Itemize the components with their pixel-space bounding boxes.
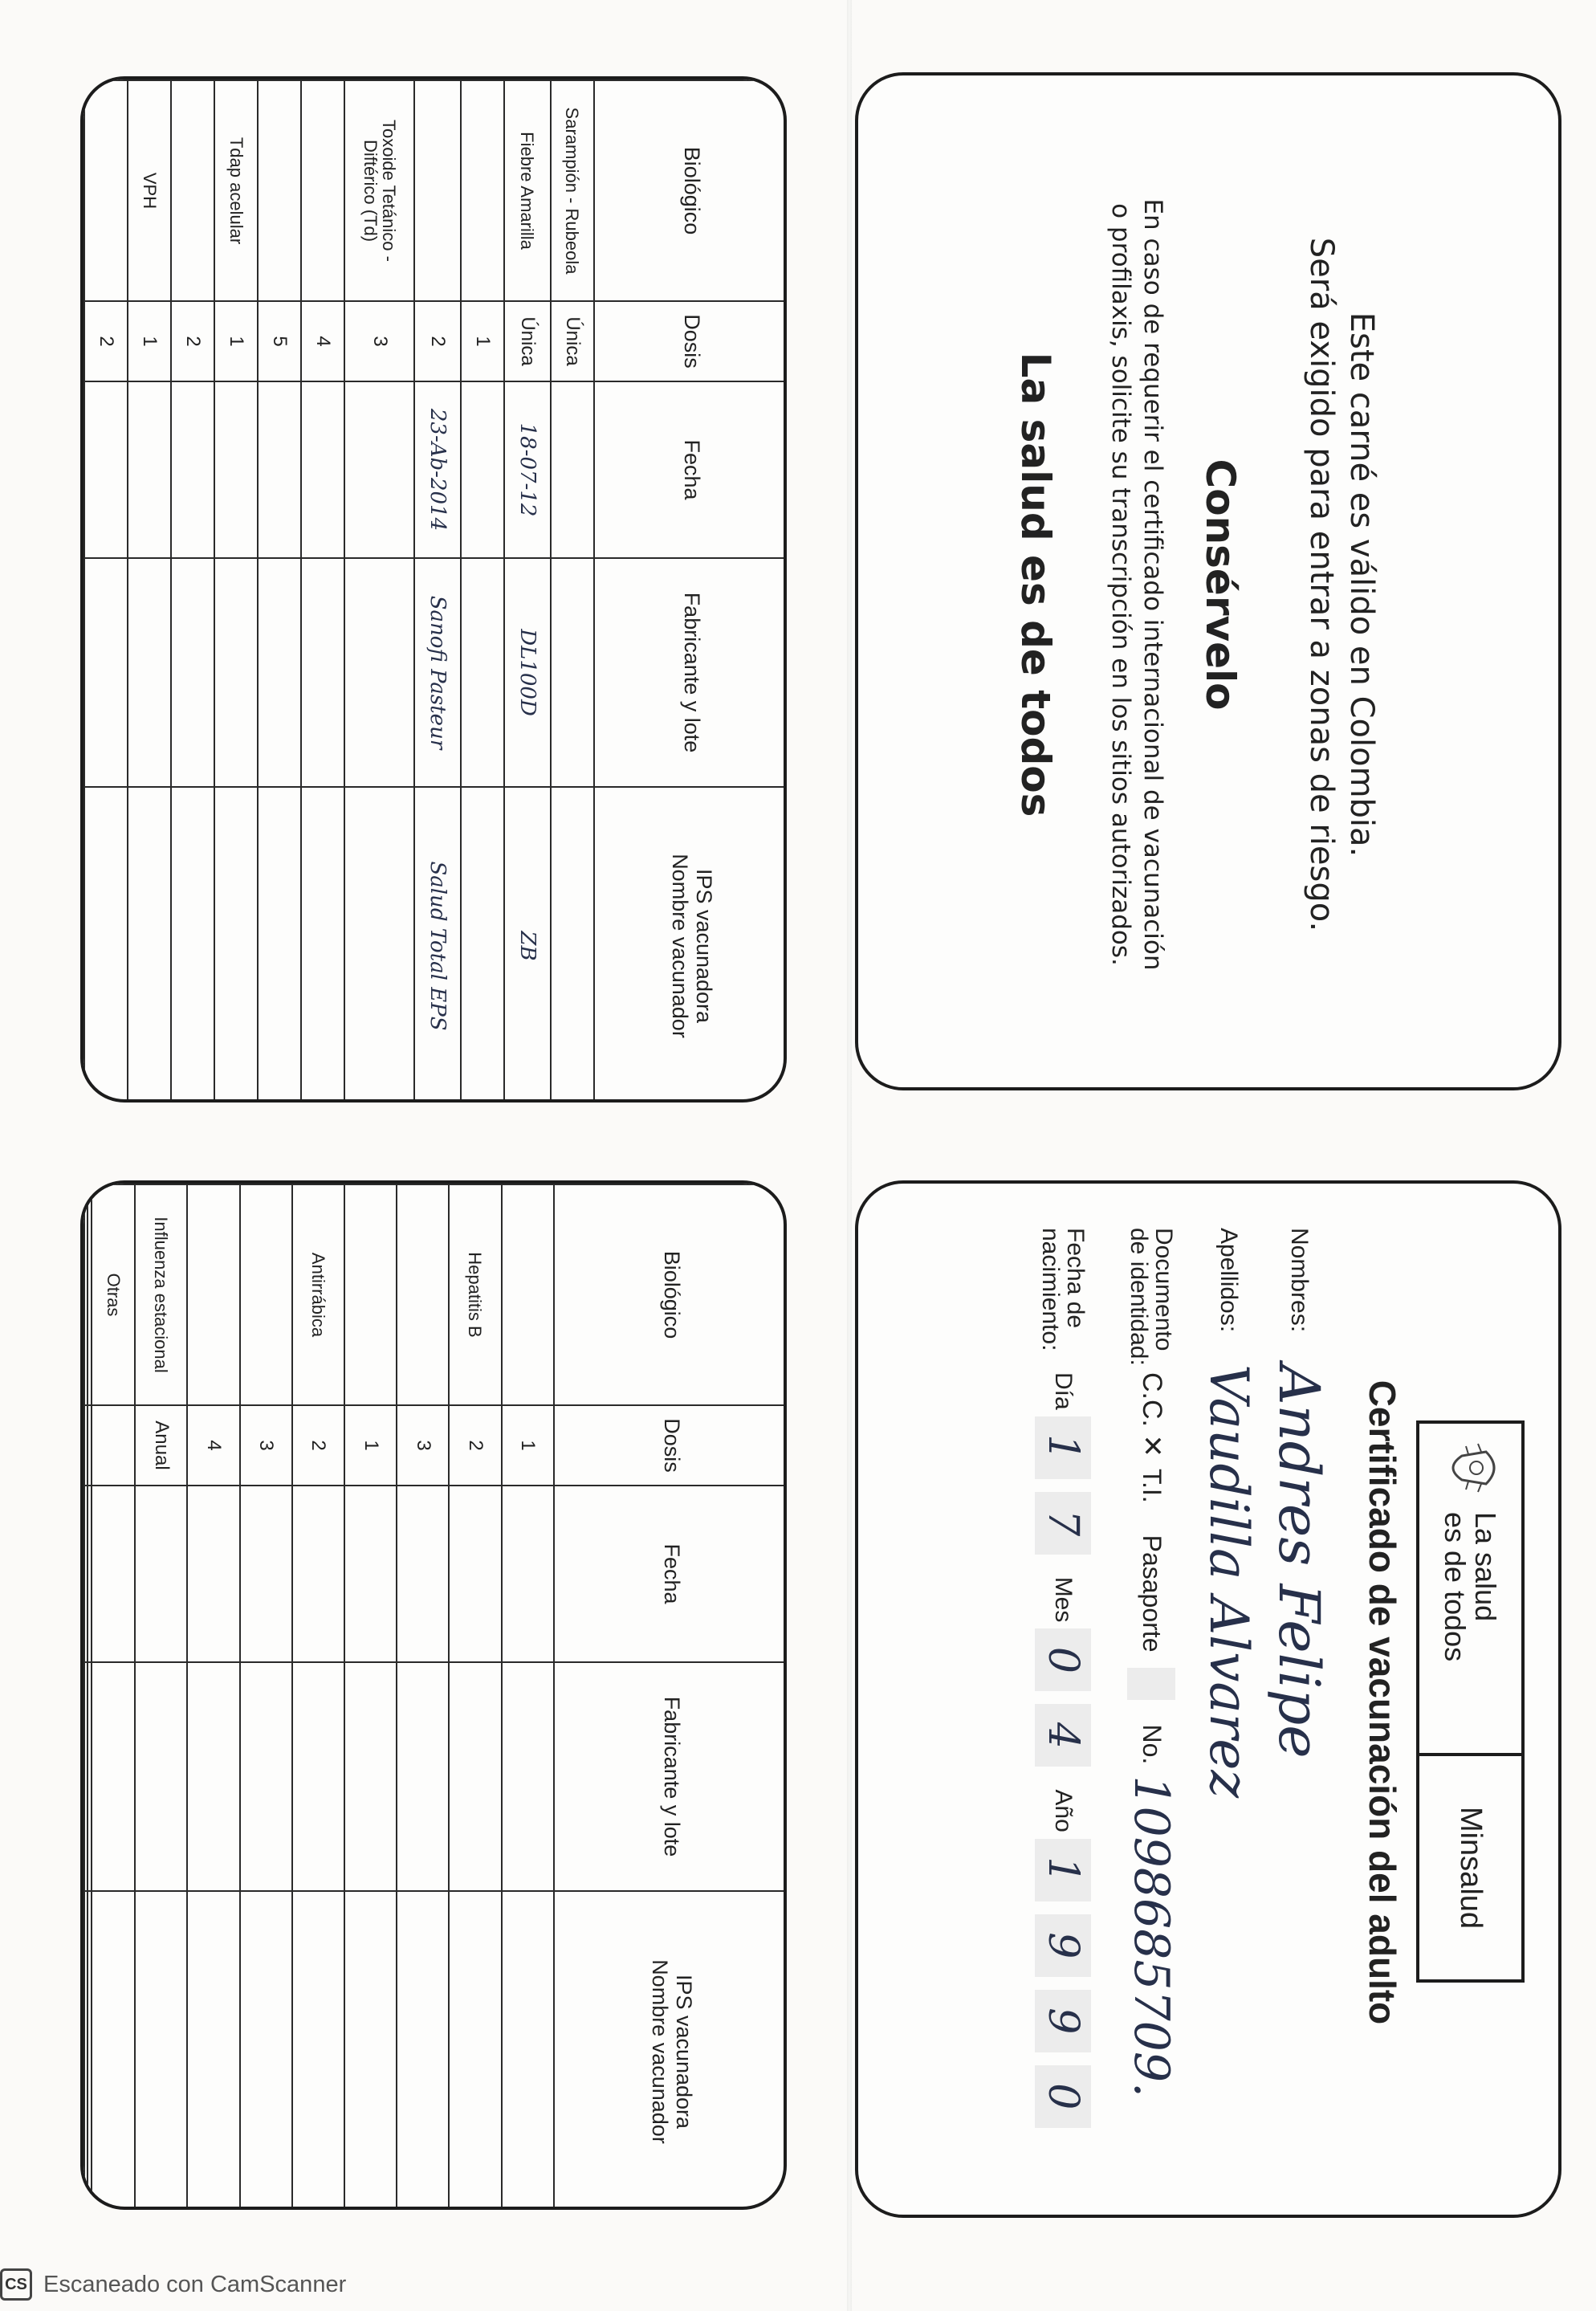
- table-row: [292, 1184, 344, 2210]
- cell-bio: [84, 1184, 88, 1405]
- table-row: [258, 80, 301, 1103]
- cell-fab: [461, 558, 504, 787]
- table-row: [301, 80, 344, 1103]
- cell-dosis: 2: [449, 1405, 501, 1486]
- cell-bio: Influenza estacional: [135, 1184, 187, 1405]
- table-row: [128, 80, 171, 1103]
- cell-dosis: 3: [240, 1405, 292, 1486]
- cell-dosis: 4: [187, 1405, 239, 1486]
- table-row: [344, 80, 414, 1103]
- table-row: [344, 1184, 397, 2210]
- cell-fab: [187, 1662, 239, 1891]
- cell-fecha: [258, 381, 301, 558]
- cell-dosis: 2: [292, 1405, 344, 1486]
- cell-bio: Otras: [92, 1184, 136, 1405]
- cell-dosis: Anual: [135, 1405, 187, 1486]
- doc-pasaporte-option: Pasaporte: [1137, 1535, 1166, 1653]
- doc-no-label: No.: [1137, 1724, 1166, 1765]
- header-ips-line-1: IPS vacunadora: [672, 1974, 697, 2130]
- certificate-title: Certificado de vacunación del adulto: [1362, 1380, 1403, 2025]
- cell-ips: [214, 787, 258, 1103]
- doc-pasaporte-box: [1127, 1668, 1175, 1700]
- documento-label: [1126, 1228, 1178, 1366]
- cell-dosis: 1: [344, 1405, 397, 1486]
- cell-dosis: [88, 1405, 91, 1486]
- cell-fecha: [171, 381, 214, 558]
- cell-ips: [292, 1891, 344, 2210]
- table-row: [92, 1184, 136, 2210]
- cell-bio: [397, 1184, 449, 1405]
- table-row: [449, 1184, 501, 2210]
- nombres-value: Andres Felipe: [1266, 1364, 1332, 1759]
- table-row: [414, 80, 461, 1103]
- cell-fecha: [84, 381, 128, 558]
- dia-label: Día: [1049, 1372, 1077, 1410]
- table-row: [84, 80, 128, 1103]
- cell-fab: [88, 1662, 91, 1891]
- cell-fecha: [187, 1486, 239, 1662]
- cell-ips: [135, 1891, 187, 2210]
- cell-fecha: [214, 381, 258, 558]
- cell-fab: [502, 1662, 554, 1891]
- cell-fecha: [301, 381, 344, 558]
- cell-dosis: [92, 1405, 136, 1486]
- doc-ti-option: T.I.: [1137, 1468, 1166, 1503]
- table-row: [135, 1184, 187, 2210]
- header-fabricante: Fabricante y lote: [594, 558, 787, 787]
- cell-bio: Tdap acelular: [214, 80, 258, 301]
- cell-fecha: [128, 381, 171, 558]
- cell-fecha: [84, 1486, 88, 1662]
- cell-ips: [502, 1891, 554, 2210]
- cell-bio: [461, 80, 504, 301]
- vaccine-table-card-right: [80, 1180, 787, 2210]
- info-para-line-1: En caso de requerir el certificado internacional de vacunación: [1138, 198, 1167, 971]
- cell-fab: [449, 1662, 501, 1891]
- header-dosis: Dosis: [594, 301, 787, 381]
- cell-dosis: 1: [461, 301, 504, 381]
- scanner-footer: [0, 2260, 346, 2309]
- cell-ips: [128, 787, 171, 1103]
- cell-ips: [88, 1891, 91, 2210]
- cell-dosis: [84, 1405, 88, 1486]
- cell-fecha: 18-07-12: [504, 381, 551, 558]
- cell-fab: [128, 558, 171, 787]
- cell-dosis: 2: [414, 301, 461, 381]
- cell-fab: [292, 1662, 344, 1891]
- cell-fecha: [240, 1486, 292, 1662]
- table-row: [84, 1184, 88, 2210]
- cell-dosis: 1: [214, 301, 258, 381]
- dia-digit: 7: [1035, 1492, 1091, 1555]
- cell-bio: [187, 1184, 239, 1405]
- logo-text-line-2: es de todos: [1439, 1512, 1472, 1662]
- cell-fecha: [92, 1486, 136, 1662]
- certificate-card: [855, 1180, 1561, 2218]
- cell-fecha: [292, 1486, 344, 1662]
- cell-ips: Salud Total EPS: [414, 787, 461, 1103]
- mes-digit: 4: [1035, 1704, 1091, 1767]
- table-row: [214, 80, 258, 1103]
- header-fecha: Fecha: [594, 381, 787, 558]
- dia-digit: 1: [1035, 1416, 1091, 1479]
- cell-fab: [258, 558, 301, 787]
- cell-fab: [344, 1662, 397, 1891]
- cell-bio: [171, 80, 214, 301]
- cell-fecha: [461, 381, 504, 558]
- cell-bio: VPH: [128, 80, 171, 301]
- table-row: [551, 80, 594, 1103]
- coat-of-arms-icon: [1439, 1440, 1503, 1496]
- cell-bio: [344, 1184, 397, 1405]
- info-card: [855, 72, 1561, 1090]
- ano-label: Año: [1049, 1789, 1077, 1832]
- cell-fecha: [397, 1486, 449, 1662]
- doc-number: 1098685709.: [1123, 1775, 1179, 2098]
- cell-fecha: [449, 1486, 501, 1662]
- ano-digit: 9: [1035, 1914, 1091, 1977]
- card-fold-line: [847, 0, 852, 2311]
- mes-digit: 0: [1035, 1628, 1091, 1691]
- cell-bio: [88, 1184, 91, 1405]
- header-dosis: Dosis: [554, 1405, 787, 1486]
- cell-bio: Hepatitis B: [449, 1184, 501, 1405]
- cell-ips: [187, 1891, 239, 2210]
- cell-fecha: [344, 381, 414, 558]
- cell-ips: [301, 787, 344, 1103]
- cell-dosis: 4: [301, 301, 344, 381]
- documento-label-line-2: de identidad:: [1126, 1228, 1152, 1366]
- cell-ips: [171, 787, 214, 1103]
- cell-dosis: 5: [258, 301, 301, 381]
- cell-bio: [240, 1184, 292, 1405]
- cell-fecha: [135, 1486, 187, 1662]
- apellidos-value: Vaudilla Alvarez: [1198, 1364, 1260, 1799]
- cell-fecha: [88, 1486, 91, 1662]
- table-row: [502, 1184, 554, 2210]
- cell-bio: Sarampión - Rubeola: [551, 80, 594, 301]
- table-row: [461, 80, 504, 1103]
- ano-digit: 1: [1035, 1839, 1091, 1901]
- header-ips: [594, 787, 787, 1103]
- cell-bio: [301, 80, 344, 301]
- table-row: [88, 1184, 91, 2210]
- cell-dosis: 1: [128, 301, 171, 381]
- cell-bio: [414, 80, 461, 301]
- cell-ips: [258, 787, 301, 1103]
- info-para-line-2: o profilaxis, solicite su transcripción en los sitios autorizados.: [1106, 203, 1135, 966]
- info-heading: Consérvelo: [1197, 459, 1244, 711]
- cell-dosis: 1: [502, 1405, 554, 1486]
- scanner-footer-text: Escaneado con CamScanner: [43, 2271, 347, 2297]
- ano-digit: 9: [1035, 1990, 1091, 2052]
- header-ips-line-1: IPS vacunadora: [692, 868, 717, 1024]
- nombres-label: Nombres:: [1285, 1228, 1313, 1333]
- fecha-label-line-2: nacimiento:: [1037, 1228, 1064, 1351]
- vaccine-table-left: [83, 79, 787, 1103]
- info-line-2: Será exigido para entrar a zonas de riesgo.: [1303, 237, 1340, 932]
- logo-text-line-1: La salud: [1469, 1512, 1503, 1622]
- header-biologico: Biológico: [554, 1184, 787, 1405]
- cell-ips: [84, 1891, 88, 2210]
- documento-label-line-1: Documento: [1150, 1228, 1178, 1351]
- cell-ips: [92, 1891, 136, 2210]
- cell-ips: [397, 1891, 449, 2210]
- table-row: [397, 1184, 449, 2210]
- cell-fab: [84, 558, 128, 787]
- table-row: [187, 1184, 239, 2210]
- cell-bio: [258, 80, 301, 301]
- cell-fab: [397, 1662, 449, 1891]
- cell-dosis: Única: [551, 301, 594, 381]
- cell-fecha: 23-Ab-2014: [414, 381, 461, 558]
- cell-fab: [551, 558, 594, 787]
- info-slogan: La salud es de todos: [1012, 352, 1059, 817]
- ano-digit: 0: [1035, 2065, 1091, 2128]
- cell-fecha: [344, 1486, 397, 1662]
- table-row: [240, 1184, 292, 2210]
- cell-bio: Antirrábica: [292, 1184, 344, 1405]
- cell-ips: [84, 787, 128, 1103]
- header-ips: [554, 1891, 787, 2210]
- cell-bio: [84, 80, 128, 301]
- table-row: [171, 80, 214, 1103]
- cell-fab: [92, 1662, 136, 1891]
- cell-bio: Toxoide Tetánico - Diftérico (Td): [344, 80, 414, 301]
- header-ips-line-2: Nombre vacunador: [648, 1959, 673, 2144]
- cell-ips: [461, 787, 504, 1103]
- apellidos-label: Apellidos:: [1215, 1228, 1243, 1333]
- table-row: [504, 80, 551, 1103]
- doc-cc-option: C.C. ✕: [1136, 1372, 1167, 1457]
- header-biologico: Biológico: [594, 80, 787, 301]
- vaccine-table-card-left: [80, 76, 787, 1103]
- logo-block: [1416, 1420, 1525, 1983]
- info-line-1: Este carné es válido en Colombia.: [1343, 312, 1380, 858]
- cell-fecha: [502, 1486, 554, 1662]
- cell-dosis: 2: [84, 301, 128, 381]
- cell-fab: [214, 558, 258, 787]
- cell-fab: DL100D: [504, 558, 551, 787]
- cell-bio: Fiebre Amarilla: [504, 80, 551, 301]
- fecha-nac-label: [1037, 1228, 1089, 1351]
- mes-label: Mes: [1049, 1576, 1077, 1623]
- cell-fab: Sanofi Pasteur: [414, 558, 461, 787]
- camscanner-logo-icon: CS: [0, 2268, 32, 2301]
- cell-dosis: 2: [171, 301, 214, 381]
- header-fecha: Fecha: [554, 1486, 787, 1662]
- cell-ips: [344, 787, 414, 1103]
- cell-ips: [449, 1891, 501, 2210]
- cell-fab: [301, 558, 344, 787]
- header-fabricante: Fabricante y lote: [554, 1662, 787, 1891]
- ministry-name: Minsalud: [1454, 1806, 1488, 1930]
- cell-ips: ZB: [504, 787, 551, 1103]
- cell-fecha: [551, 381, 594, 558]
- cell-dosis: 3: [344, 301, 414, 381]
- cell-fab: [171, 558, 214, 787]
- cell-dosis: Única: [504, 301, 551, 381]
- cell-ips: [344, 1891, 397, 2210]
- cell-dosis: 3: [397, 1405, 449, 1486]
- fecha-label-line-1: Fecha de: [1062, 1228, 1089, 1329]
- cell-fab: [135, 1662, 187, 1891]
- cell-ips: [551, 787, 594, 1103]
- cell-fab: [344, 558, 414, 787]
- vaccine-table-right: [83, 1184, 787, 2210]
- cell-ips: [240, 1891, 292, 2210]
- cell-fab: [240, 1662, 292, 1891]
- cell-fab: [84, 1662, 88, 1891]
- header-ips-line-2: Nombre vacunador: [668, 854, 693, 1038]
- cell-bio: [502, 1184, 554, 1405]
